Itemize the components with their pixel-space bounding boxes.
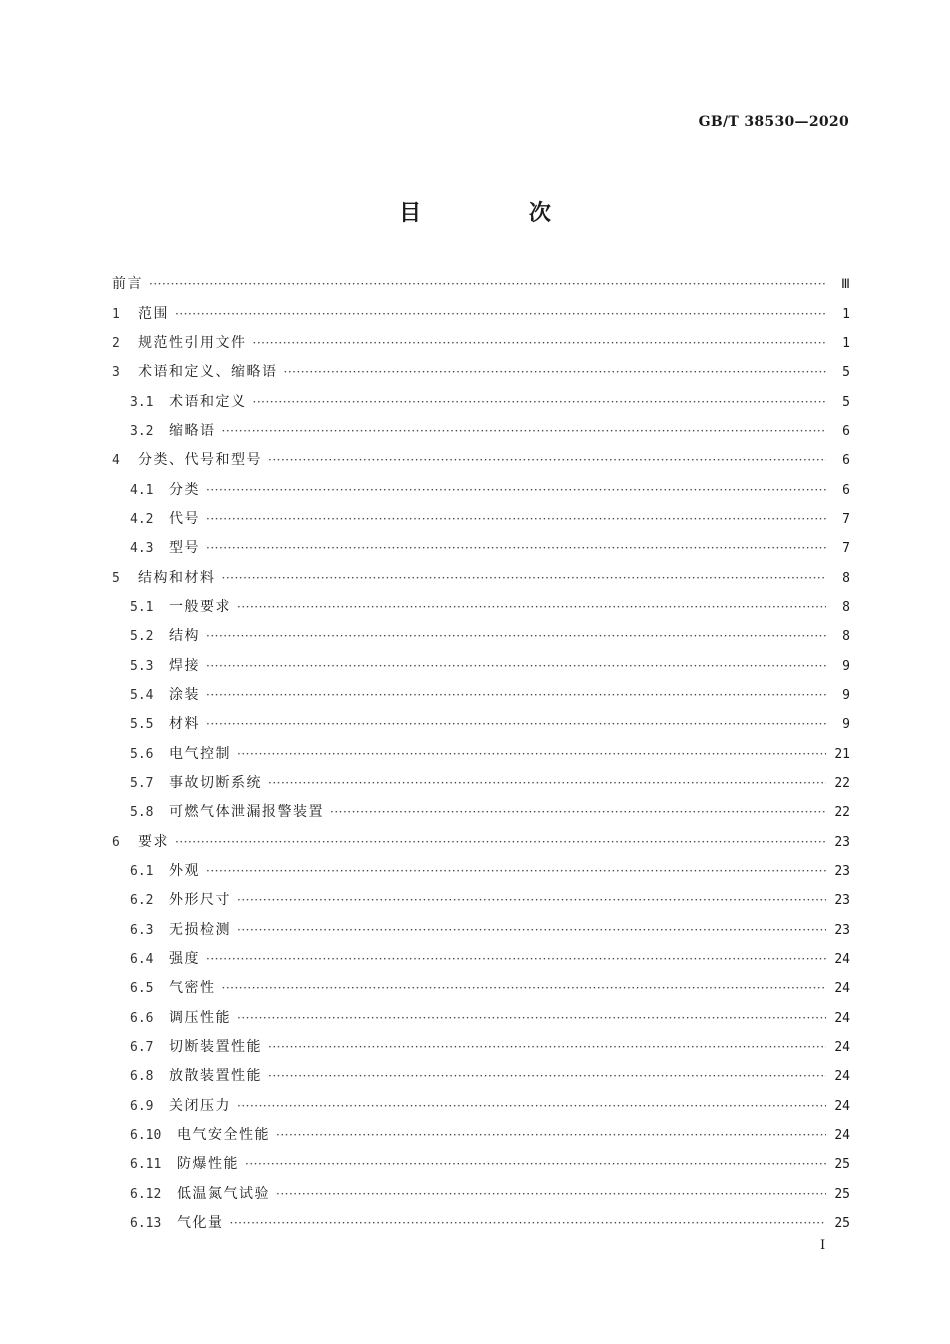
toc-entry-title: 气化量: [177, 1215, 224, 1232]
footer-page-number: I: [820, 1238, 826, 1253]
toc-entry-number: 4.3: [130, 541, 154, 557]
toc-entry-number: 6.13: [130, 1216, 162, 1232]
toc-leader-dots: [276, 1180, 826, 1209]
toc-entry-title: 电气安全性能: [177, 1127, 270, 1144]
toc-entry-number: 5: [112, 570, 120, 586]
toc-entry[interactable]: [112, 1121, 850, 1150]
toc-entry[interactable]: [112, 886, 850, 915]
toc-entry[interactable]: [112, 974, 850, 1003]
toc-leader-dots: [253, 388, 827, 417]
toc-leader-dots: [206, 652, 826, 681]
toc-leader-dots: [245, 1150, 826, 1179]
toc-entry-title: 要求: [138, 833, 169, 850]
toc-entry-title: 调压性能: [169, 1009, 231, 1026]
toc-entry[interactable]: [112, 945, 850, 974]
toc-entry-page: 24: [834, 981, 850, 997]
toc-entry[interactable]: [112, 769, 850, 798]
toc-entry-number: 5.1: [130, 599, 154, 615]
toc-entry[interactable]: [112, 593, 850, 622]
toc-leader-dots: [206, 476, 826, 505]
toc-entry-page: 25: [834, 1186, 850, 1202]
toc-entry-number: 1: [112, 306, 120, 322]
toc-entry-title: 强度: [169, 951, 200, 968]
toc-entry-number: 4.1: [130, 482, 154, 498]
toc-leader-dots: [206, 710, 826, 739]
toc-entry-number: 6.7: [130, 1040, 154, 1056]
toc-entry-page: 7: [842, 511, 850, 527]
toc-leader-dots: [237, 740, 826, 769]
toc-entry[interactable]: [112, 1209, 850, 1238]
toc-entry-number: 4.2: [130, 511, 154, 527]
toc-entry-page: 1: [842, 306, 850, 322]
toc-entry-number: 5.8: [130, 805, 154, 821]
toc-leader-dots: [268, 446, 826, 475]
toc-entry-title: 规范性引用文件: [138, 334, 247, 351]
toc-leader-dots: [149, 270, 826, 299]
toc-entry-title: 术语和定义: [169, 393, 247, 410]
toc-entry-page: 21: [834, 746, 850, 762]
toc-entry[interactable]: [112, 916, 850, 945]
toc-entry-title: 前言: [112, 276, 143, 293]
toc-entry-number: 2: [112, 335, 120, 351]
toc-entry-title: 分类、代号和型号: [138, 452, 262, 469]
toc-entry-title: 无损检测: [169, 921, 231, 938]
page-title: 目 次: [399, 201, 601, 226]
toc-entry[interactable]: [112, 710, 850, 739]
toc-leader-dots: [206, 945, 826, 974]
toc-entry-page: 9: [842, 687, 850, 703]
toc-entry-page: 8: [842, 629, 850, 645]
toc-entry-number: 3.2: [130, 423, 154, 439]
toc-entry-number: 6.2: [130, 893, 154, 909]
toc-leader-dots: [237, 1004, 826, 1033]
toc-entry-title: 可燃气体泄漏报警装置: [169, 804, 324, 821]
toc-entry-number: 6.3: [130, 922, 154, 938]
toc-leader-dots: [237, 916, 826, 945]
toc-entry-page: 24: [834, 952, 850, 968]
toc-entry-number: 4: [112, 453, 120, 469]
toc-entry-page: 6: [842, 482, 850, 498]
toc-entry[interactable]: [112, 1062, 850, 1091]
toc-entry[interactable]: [112, 534, 850, 563]
toc-entry[interactable]: [112, 798, 850, 827]
toc-leader-dots: [276, 1121, 826, 1150]
toc-entry-title: 电气控制: [169, 745, 231, 762]
toc-entry-title: 低温氮气试验: [177, 1185, 270, 1202]
toc-entry[interactable]: [112, 1150, 850, 1179]
toc-leader-dots: [175, 828, 826, 857]
toc-entry-page: 25: [834, 1157, 850, 1173]
toc-entry-title: 分类: [169, 481, 200, 498]
toc-entry-number: 6.12: [130, 1186, 162, 1202]
toc-entry-page: 24: [834, 1069, 850, 1085]
toc-leader-dots: [206, 857, 826, 886]
toc-leader-dots: [237, 886, 826, 915]
toc-entry-number: 5.4: [130, 687, 154, 703]
toc-entry-number: 3: [112, 365, 120, 381]
toc-entry-page: 23: [834, 922, 850, 938]
toc-entry-title: 关闭压力: [169, 1097, 231, 1114]
toc-entry-page: 22: [834, 776, 850, 792]
toc-entry-page: Ⅲ: [841, 277, 850, 293]
toc-entry-title: 代号: [169, 510, 200, 527]
toc-entry-title: 涂装: [169, 686, 200, 703]
toc-leader-dots: [237, 593, 826, 622]
toc-entry-page: 1: [842, 335, 850, 351]
toc-entry-page: 5: [842, 394, 850, 410]
toc-entry-title: 外形尺寸: [169, 892, 231, 909]
toc-entry-page: 9: [842, 658, 850, 674]
toc-leader-dots: [284, 358, 827, 387]
toc-entry[interactable]: [112, 329, 850, 358]
toc-entry-title: 范围: [138, 305, 169, 322]
table-of-contents: [112, 270, 850, 1238]
toc-leader-dots: [237, 1092, 826, 1121]
toc-entry-title: 焊接: [169, 657, 200, 674]
toc-leader-dots: [230, 1209, 827, 1238]
toc-entry-number: 5.6: [130, 746, 154, 762]
toc-entry-title: 事故切断系统: [169, 775, 262, 792]
toc-entry-title: 结构和材料: [138, 569, 216, 586]
toc-entry-title: 型号: [169, 540, 200, 557]
toc-entry[interactable]: [112, 1004, 850, 1033]
toc-entry[interactable]: [112, 270, 850, 299]
toc-entry-page: 25: [834, 1216, 850, 1232]
toc-entry-page: 24: [834, 1010, 850, 1026]
toc-entry-page: 6: [842, 423, 850, 439]
toc-entry-number: 6.6: [130, 1010, 154, 1026]
toc-entry[interactable]: [112, 387, 850, 416]
toc-leader-dots: [222, 564, 827, 593]
toc-entry-title: 放散装置性能: [169, 1068, 262, 1085]
toc-entry-page: 8: [842, 570, 850, 586]
toc-entry-page: 9: [842, 717, 850, 733]
toc-entry-title: 术语和定义、缩略语: [138, 364, 278, 381]
toc-leader-dots: [175, 300, 826, 329]
toc-leader-dots: [222, 417, 827, 446]
toc-entry-page: 22: [834, 805, 850, 821]
toc-entry-page: 7: [842, 541, 850, 557]
toc-entry[interactable]: [112, 828, 850, 857]
toc-entry-number: 5.3: [130, 658, 154, 674]
toc-entry-number: 6.5: [130, 981, 154, 997]
toc-entry[interactable]: [112, 299, 850, 328]
toc-entry-title: 结构: [169, 628, 200, 645]
toc-entry[interactable]: [112, 505, 850, 534]
toc-entry-title: 材料: [169, 716, 200, 733]
toc-entry[interactable]: [112, 417, 850, 446]
toc-entry[interactable]: [112, 446, 850, 475]
toc-entry-page: 6: [842, 453, 850, 469]
toc-entry-title: 气密性: [169, 980, 216, 997]
toc-entry-number: 5.2: [130, 629, 154, 645]
toc-entry[interactable]: [112, 740, 850, 769]
toc-entry-number: 6.8: [130, 1069, 154, 1085]
toc-entry-page: 24: [834, 1040, 850, 1056]
toc-entry-title: 外观: [169, 863, 200, 880]
toc-entry-number: 6.11: [130, 1157, 162, 1173]
toc-entry-page: 23: [834, 834, 850, 850]
toc-leader-dots: [268, 1033, 826, 1062]
toc-entry[interactable]: [112, 622, 850, 651]
toc-entry-title: 一般要求: [169, 598, 231, 615]
toc-entry-number: 6.10: [130, 1128, 162, 1144]
toc-entry-number: 5.7: [130, 776, 154, 792]
toc-entry[interactable]: [112, 857, 850, 886]
toc-entry[interactable]: [112, 1092, 850, 1121]
toc-entry-page: 8: [842, 599, 850, 615]
toc-leader-dots: [268, 769, 826, 798]
toc-leader-dots: [206, 534, 826, 563]
standard-code: GB/T 38530—2020: [698, 114, 849, 130]
toc-entry-page: 23: [834, 864, 850, 880]
toc-entry-number: 6.1: [130, 864, 154, 880]
toc-entry-number: 3.1: [130, 394, 154, 410]
toc-entry-number: 5.5: [130, 717, 154, 733]
toc-entry-page: 24: [834, 1128, 850, 1144]
toc-leader-dots: [253, 329, 827, 358]
toc-entry[interactable]: [112, 358, 850, 387]
toc-entry[interactable]: [112, 1180, 850, 1209]
toc-leader-dots: [268, 1062, 826, 1091]
toc-leader-dots: [330, 798, 826, 827]
toc-leader-dots: [206, 505, 826, 534]
toc-leader-dots: [206, 622, 826, 651]
toc-entry-number: 6.4: [130, 952, 154, 968]
toc-entry[interactable]: [112, 1033, 850, 1062]
toc-entry[interactable]: [112, 681, 850, 710]
toc-entry[interactable]: [112, 563, 850, 592]
toc-entry-number: 6.9: [130, 1098, 154, 1114]
toc-entry-page: 5: [842, 365, 850, 381]
toc-leader-dots: [222, 974, 827, 1003]
toc-entry[interactable]: [112, 651, 850, 680]
toc-leader-dots: [206, 681, 826, 710]
toc-entry[interactable]: [112, 475, 850, 504]
toc-entry-page: 23: [834, 893, 850, 909]
toc-entry-number: 6: [112, 834, 120, 850]
toc-entry-title: 缩略语: [169, 422, 216, 439]
toc-entry-page: 24: [834, 1098, 850, 1114]
toc-entry-title: 防爆性能: [177, 1156, 239, 1173]
toc-entry-title: 切断装置性能: [169, 1039, 262, 1056]
